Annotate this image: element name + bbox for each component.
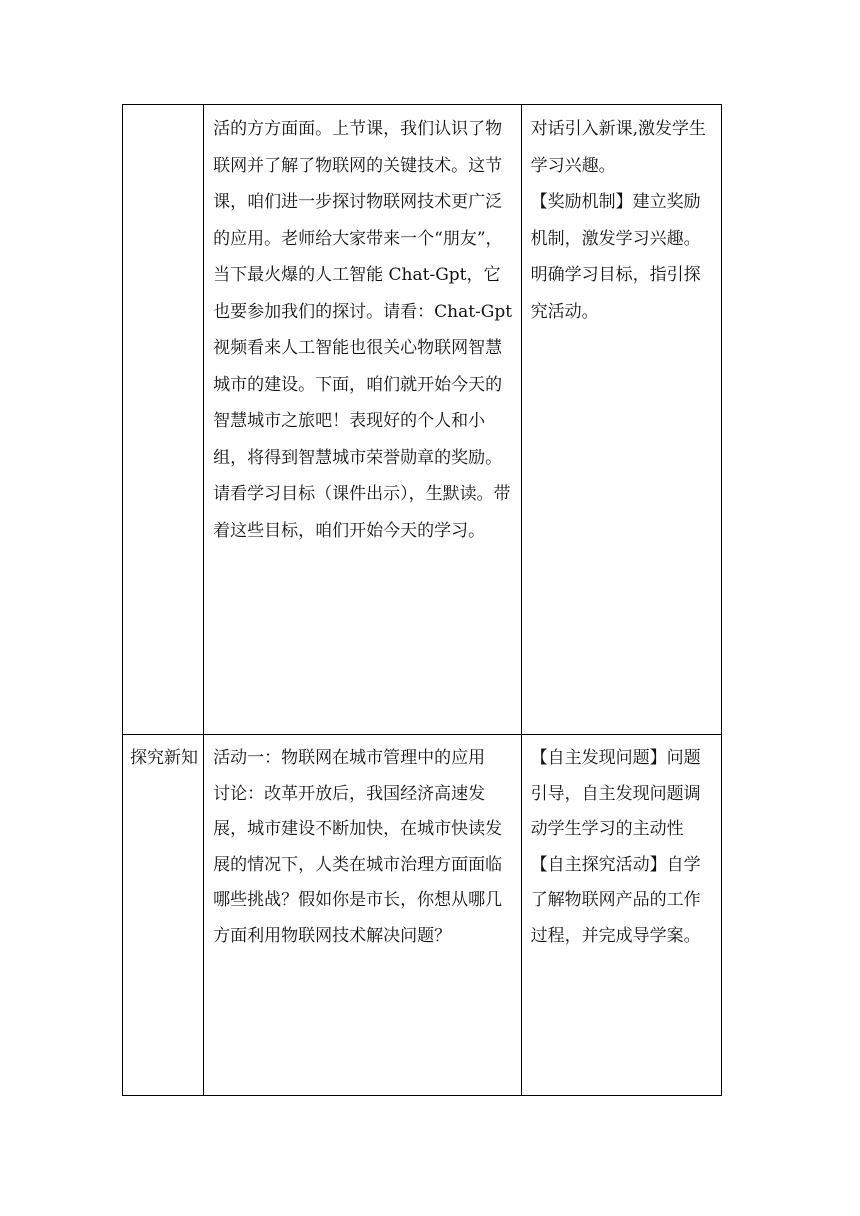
design-intent-paragraph: 【奖励机制】建立奖励机制，激发学习兴趣。明确学习目标，指引探究活动。 [530, 192, 701, 322]
design-intent-paragraph: 对话引入新课,激发学生学习兴趣。 [530, 119, 707, 176]
table-row [123, 735, 722, 1096]
table-row [123, 105, 722, 735]
teacher-activity-paragraph: 讨论：改革开放后，我国经济高速发展，城市建设不断加快，在城市快读发展的情况下，人类在城市治理方面面临哪些挑战？假如你是市长，你想从哪几方面利用物联网技术解决问题？ [213, 783, 503, 946]
design-intent-cell [521, 735, 721, 1096]
teacher-activity-paragraph: 活动一：物联网在城市管理中的应用 [213, 748, 486, 768]
design-intent-paragraph: 【自主发现问题】问题引导，自主发现问题调动学生学习的主动性【自主探究活动】自学了解物联网产品的工作过程，并完成导学案。 [530, 748, 701, 946]
teacher-activity-cell [204, 105, 522, 735]
teacher-activity-cell [204, 735, 522, 1096]
teacher-activity-paragraph: 活的方方面面。上节课，我们认识了物联网并了解了物联网的关键技术。这节课，咱们进一步探讨物联网技术更广泛的应用。老师给大家带来一个“朋友”，当下最火爆的人工智能 Chat-Gpt，它也要参加我们的探讨。请看：Chat-Gpt 视频看来人工智能也很关心物联网智慧城市的建设。下面，咱们就开始今天的智慧城市之旅吧！表现好的个人和小组，将得到智慧城市荣誉勋章的奖励。请看学习目标（课件出示），生默读。带着这些目标，咱们开始今天的学习。 [213, 119, 513, 541]
design-intent-cell [521, 105, 721, 735]
stage-label: 探究新知 [130, 748, 198, 768]
stage-cell [123, 105, 204, 735]
stage-cell [123, 735, 204, 1096]
stage-label [123, 105, 203, 115]
lesson-plan-table [122, 104, 722, 1096]
